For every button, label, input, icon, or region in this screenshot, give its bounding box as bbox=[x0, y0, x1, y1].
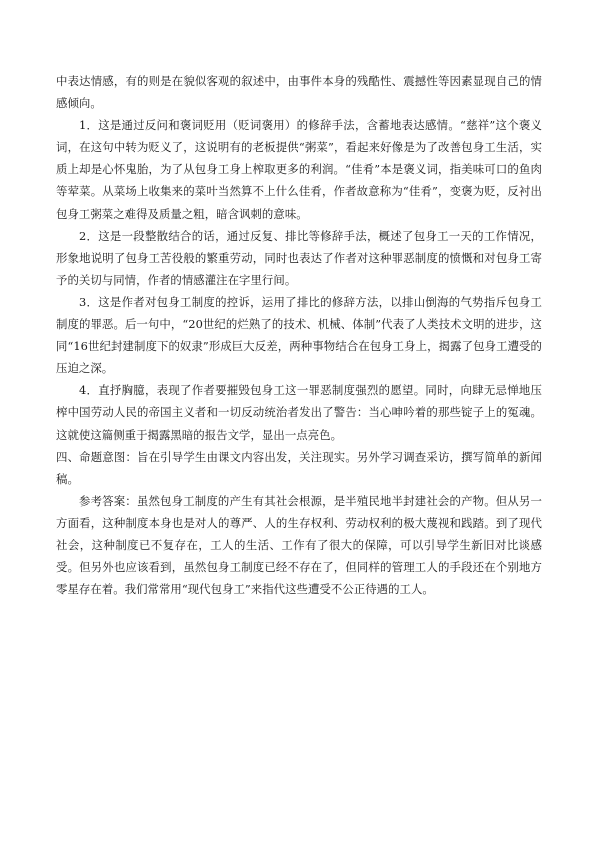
paragraph-reference-answer: 参考答案：虽然包身工制度的产生有其社会根源，是半殖民地半封建社会的产物。但从另一方面看，这种制度本身也是对人的尊严、人的生存权利、劳动权利的极大蔑视和践踏。到了现代社会，这种制度已不复存在，工人的生活、工作有了很大的保障，可以引导学生新旧对比谈感受。但另外也应该看到，虽然包身工制度已经不存在了，但同样的管理工人的手段还在个别地方零星存在着。我们常常用“现代包身工”来指代这些遭受不公正待遇的工人。 bbox=[56, 493, 542, 597]
paragraph-answer-2: 2．这是一段整散结合的话，通过反复、排比等修辞手法，概述了包身工一天的工作情况，形象地说明了包身工苦役般的繁重劳动，同时也表达了作者对这种罪恶制度的愤慨和对包身工寄予的关切与同情，作者的情感灌注在字里行间。 bbox=[56, 228, 542, 287]
paragraph-intro-continuation: 中表达情感，有的则是在貌似客观的叙述中，由事件本身的残酷性、震撼性等因素显现自己的情感倾向。 bbox=[56, 74, 542, 111]
paragraph-answer-4: 4．直抒胸臆，表现了作者要摧毁包身工这一罪恶制度强烈的愿望。同时，向肆无忌惮地压榨中国劳动人民的帝国主义者和一切反动统治者发出了警告：当心呻吟着的那些锭子上的冤魂。这就使这篇侧重于揭露黑暗的报告文学，显出一点亮色。 bbox=[56, 383, 542, 442]
document-page bbox=[56, 70, 542, 600]
paragraph-section-four-intent: 四、命题意图：旨在引导学生由课文内容出发，关注现实。另外学习调查采访，撰写简单的新闻稿。 bbox=[56, 449, 542, 486]
paragraph-answer-1: 1．这是通过反问和褒词贬用（贬词褒用）的修辞手法，含蓄地表达感情。“慈祥”这个褒义词，在这句中转为贬义了，这说明有的老板提供“粥菜”，看起来好像是为了改善包身工生活，实质上却是心怀鬼胎，为了从包身工身上榨取更多的利润。“佳肴”本是褒义词，指美味可口的鱼肉等荤菜。从菜场上收集来的菜叶当然算不上什么佳肴，作者故意称为“佳肴”，变褒为贬，反衬出包身工粥菜之难得及质量之粗，暗含讽刺的意味。 bbox=[56, 118, 542, 221]
paragraph-answer-3: 3．这是作者对包身工制度的控诉，运用了排比的修辞方法，以排山倒海的气势指斥包身工制度的罪恶。后一句中，“20世纪的烂熟了的技术、机械、体制”代表了人类技术文明的进步，这同“16世纪封建制度下的奴隶”形成巨大反差，两种事物结合在包身工身上，揭露了包身工遭受的压迫之深。 bbox=[56, 294, 542, 376]
